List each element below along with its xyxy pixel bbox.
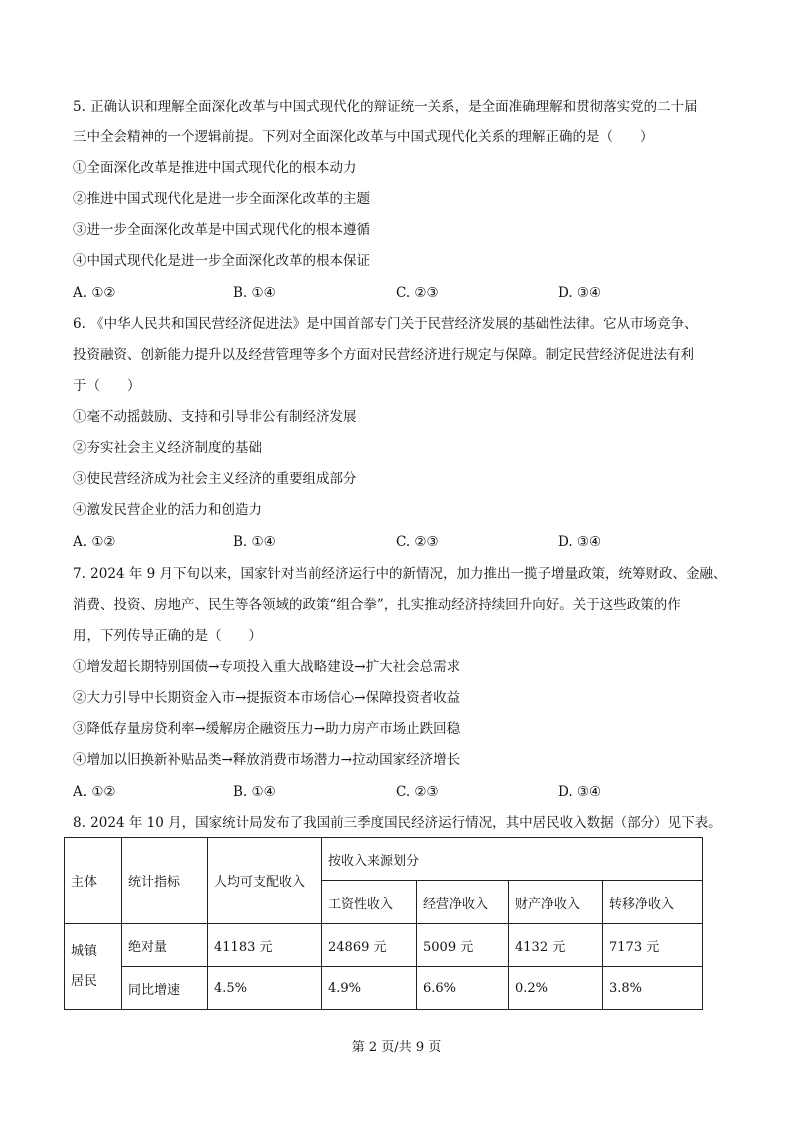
header-wage-income: 工资性收入 xyxy=(322,881,417,924)
q5-option-b[interactable]: B. ①④ xyxy=(233,285,276,301)
q6-options xyxy=(73,532,733,552)
q6-stem-line-1: 6. 《中华人民共和国民营经济促进法》是中国首部专门关于民营经济发展的基础性法律。它从市场竞争、 xyxy=(73,316,698,332)
q7-stem-line-3: 用，下列传导正确的是（ ） xyxy=(73,628,262,644)
q5-item-2: ②推进中国式现代化是进一步全面深化改革的主题 xyxy=(73,191,370,207)
row-label: 同比增速 xyxy=(122,967,208,1010)
subject-line-1: 城镇 xyxy=(71,943,98,959)
table-row xyxy=(65,967,703,1010)
table-row xyxy=(65,924,703,967)
q7-stem-line-1: 7. 2024 年 9 月下旬以来，国家针对当前经济运行中的新情况，加力推出一揽子增量政策，统筹财政、金融、 xyxy=(73,566,727,582)
q7-options xyxy=(73,782,733,802)
q5-stem-line-1: 5. 正确认识和理解全面深化改革与中国式现代化的辩证统一关系，是全面准确理解和贯彻落实党的二十届 xyxy=(73,99,698,115)
table-cell: 4132 元 xyxy=(509,924,603,967)
q5-option-d[interactable]: D. ③④ xyxy=(558,285,602,301)
q7-option-a[interactable]: A. ①② xyxy=(73,784,116,800)
table-cell: 24869 元 xyxy=(322,924,417,967)
q8-stem: 8. 2024 年 10 月，国家统计局发布了我国前三季度国民经济运行情况，其中居民收入数据（部分）见下表。 xyxy=(73,815,722,831)
q5-item-1: ①全面深化改革是推进中国式现代化的根本动力 xyxy=(73,160,357,176)
q7-option-b[interactable]: B. ①④ xyxy=(233,784,276,800)
q6-item-4: ④激发民营企业的活力和创造力 xyxy=(73,502,262,518)
q6-option-d[interactable]: D. ③④ xyxy=(558,534,602,550)
q6-option-c[interactable]: C. ②③ xyxy=(396,534,439,550)
q7-option-d[interactable]: D. ③④ xyxy=(558,784,602,800)
table-cell: 41183 元 xyxy=(208,924,322,967)
q5-item-3: ③进一步全面深化改革是中国式现代化的根本遵循 xyxy=(73,222,370,238)
income-table xyxy=(64,837,703,1010)
q5-options xyxy=(73,283,733,303)
header-business-income: 经营净收入 xyxy=(417,881,509,924)
q6-item-2: ②夯实社会主义经济制度的基础 xyxy=(73,440,262,456)
header-by-source: 按收入来源划分 xyxy=(322,838,703,881)
q7-item-1: ①增发超长期特别国债→专项投入重大战略建设→扩大社会总需求 xyxy=(73,659,461,675)
q6-stem-line-2: 投资融资、创新能力提升以及经营管理等多个方面对民营经济进行规定与保障。制定民营经济促进法有利 xyxy=(73,347,694,363)
table-cell: 4.9% xyxy=(322,967,417,1010)
q6-item-1: ①毫不动摇鼓励、支持和引导非公有制经济发展 xyxy=(73,409,357,425)
row-label: 绝对量 xyxy=(122,924,208,967)
q7-stem-line-2: 消费、投资、房地产、民生等各领域的政策“组合拳”，扎实推动经济持续回升向好。关于这些政策的作 xyxy=(73,597,681,613)
table-cell: 7173 元 xyxy=(603,924,703,967)
q5-item-4: ④中国式现代化是进一步全面深化改革的根本保证 xyxy=(73,253,370,269)
subject-line-2: 居民 xyxy=(71,973,98,989)
q6-stem-line-3: 于（ ） xyxy=(73,378,141,394)
q7-option-c[interactable]: C. ②③ xyxy=(396,784,439,800)
table-cell: 0.2% xyxy=(509,967,603,1010)
q7-item-2: ②大力引导中长期资金入市→提振资本市场信心→保障投资者收益 xyxy=(73,690,461,706)
table-cell: 5009 元 xyxy=(417,924,509,967)
q6-option-b[interactable]: B. ①④ xyxy=(233,534,276,550)
table-header-row xyxy=(65,838,703,881)
header-transfer-income: 转移净收入 xyxy=(603,881,703,924)
q5-option-a[interactable]: A. ①② xyxy=(73,285,116,301)
q5-stem-line-2: 三中全会精神的一个逻辑前提。下列对全面深化改革与中国式现代化关系的理解正确的是（ ） xyxy=(73,129,654,145)
q7-item-4: ④增加以旧换新补贴品类→释放消费市场潜力→拉动国家经济增长 xyxy=(73,752,461,768)
q6-option-a[interactable]: A. ①② xyxy=(73,534,116,550)
header-disposable-income: 人均可支配收入 xyxy=(208,838,322,924)
header-indicator: 统计指标 xyxy=(122,838,208,924)
page-footer: 第 2 页/共 9 页 xyxy=(351,1040,442,1055)
q6-item-3: ③使民营经济成为社会主义经济的重要组成部分 xyxy=(73,471,357,487)
q7-item-3: ③降低存量房贷利率→缓解房企融资压力→助力房产市场止跌回稳 xyxy=(73,721,461,737)
q5-option-c[interactable]: C. ②③ xyxy=(396,285,439,301)
subject-cell xyxy=(65,924,122,1010)
header-property-income: 财产净收入 xyxy=(509,881,603,924)
table-cell: 6.6% xyxy=(417,967,509,1010)
header-subject: 主体 xyxy=(65,838,122,924)
table-cell: 4.5% xyxy=(208,967,322,1010)
table-cell: 3.8% xyxy=(603,967,703,1010)
